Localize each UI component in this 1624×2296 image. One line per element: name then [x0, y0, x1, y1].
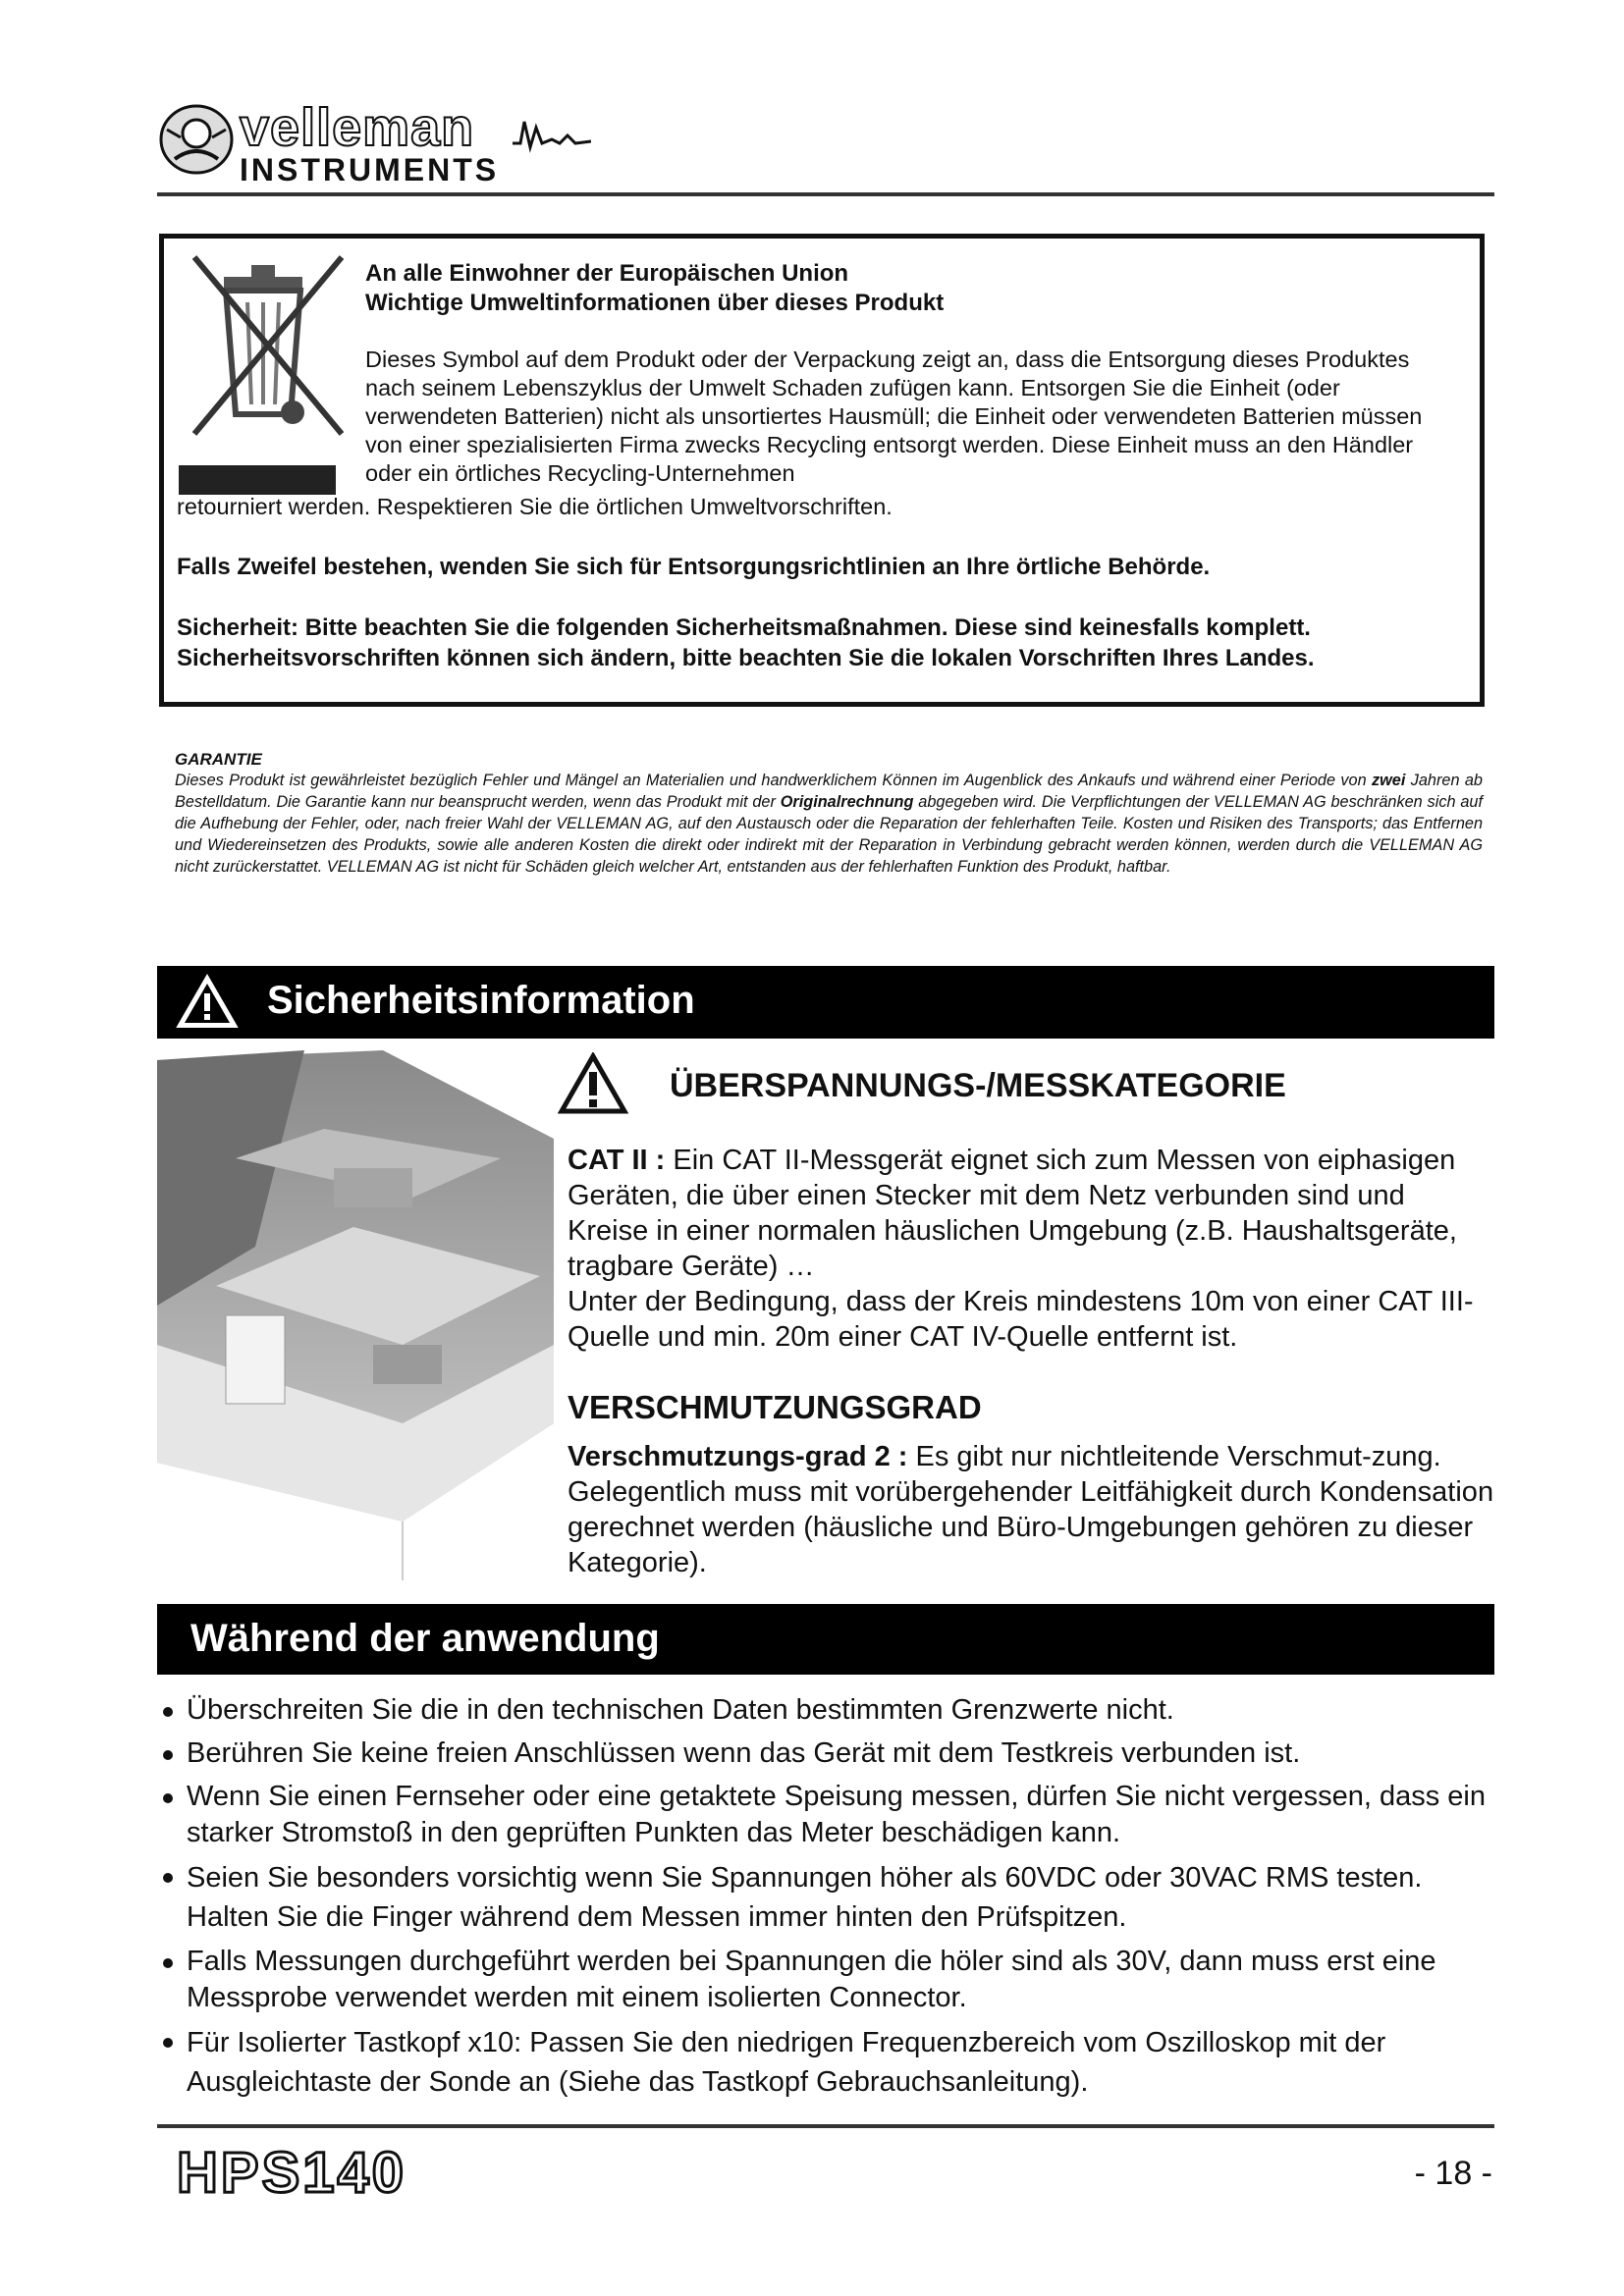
brand-subtitle: INSTRUMENTS	[240, 152, 500, 187]
weee-paragraph: Dieses Symbol auf dem Produkt oder der Verpackung zeigt an, dass die Entsorgung dieses Produktes nach seinem Lebenszyklus der Umwelt Schaden zufügen kann. Entsorgen Sie die Einheit (oder verwendeten Batterien) nicht als unsortiertes Hausmüll; die Einheit oder verwendeten Batterien müssen von einer spezialisierten Firma zwecks Recycling entsorgt werden. Diese Einheit muss an den Händler oder ein örtliches Recycling-Unternehmen	[365, 347, 1423, 486]
crossed-out-bin-icon	[175, 247, 352, 503]
list-item: Falls Messungen durchgeführt werden bei Spannungen die höler sind als 30V, dann muss erst eine Messprobe verwendet werden mit einem isolierten Connector.	[157, 1944, 1502, 2016]
safety-notice-line1: Sicherheit: Bitte beachten Sie die folgenden Sicherheitsmaßnahmen. Diese sind keinesfalls komplett.	[177, 614, 1311, 641]
section-title-usage: Während der anwendung	[190, 1617, 660, 1660]
page-number: - 18 -	[1414, 2155, 1492, 2192]
weee-title: An alle Einwohner der Europäischen Union	[365, 260, 849, 287]
house-cutaway-illustration	[157, 1050, 554, 1580]
waveform-icon	[513, 114, 591, 153]
warning-icon	[175, 972, 240, 1031]
list-item: Für Isolierter Tastkopf x10: Passen Sie den niedrigen Frequenzbereich vom Oszilloskop mit der Ausgleichtaste der Sonde an (Siehe das Tastkopf Gebrauchsanleitung).	[157, 2023, 1502, 2102]
section-bar-usage	[157, 1604, 1494, 1675]
header-divider	[157, 192, 1494, 196]
footer-divider	[157, 2124, 1494, 2128]
list-item: Seien Sie besonders vorsichtig wenn Sie Spannungen höher als 60VDC oder 30VAC RMS testen. Halten Sie die Finger während dem Messen immer hinten den Prüfspitzen.	[157, 1858, 1502, 1937]
category-text: CAT II : Ein CAT II-Messgerät eignet sich zum Messen von eiphasigen Geräten, die über einen Stecker mit dem Netz verbunden sind und Kreise in einer normalen häuslichen Umgebung (z.B. Haushaltsgeräte, tragbare Geräte) … Unter der Bedingung, dass der Kreis mindestens 10m von einer CAT III-Quelle und min. 20m einer CAT IV-Quelle entfernt ist.	[568, 1145, 1474, 1353]
pollution-heading: VERSCHMUTZUNGSGRAD	[568, 1389, 982, 1425]
safety-notice-line2: Sicherheitsvorschriften können sich ändern, bitte beachten Sie die lokalen Vorschriften Ihres Landes.	[177, 645, 1315, 671]
warning-icon	[558, 1052, 628, 1115]
velleman-logo	[157, 96, 589, 190]
model-logo: HPS140	[177, 2141, 407, 2205]
category-label: CAT II :	[568, 1145, 666, 1176]
garantie-title: GARANTIE	[175, 750, 262, 769]
list-item: Wenn Sie einen Fernseher oder eine getaktete Speisung messen, dürfen Sie nicht vergessen, dass ein starker Stromstoß in den geprüften Punkten das Meter beschädigen kann.	[157, 1779, 1502, 1851]
section-bar-safety	[157, 966, 1494, 1039]
weee-doubt-notice: Falls Zweifel bestehen, wenden Sie sich für Entsorgungsrichtlinien an Ihre örtliche Behörde.	[177, 554, 1211, 580]
brand-name: velleman	[240, 98, 475, 157]
category-heading: ÜBERSPANNUNGS-/MESSKATEGORIE	[670, 1067, 1286, 1104]
list-item: Überschreiten Sie die in den technischen Daten bestimmten Grenzwerte nicht.	[157, 1692, 1502, 1729]
usage-bullet-list	[157, 1692, 1502, 2109]
velleman-emblem-icon	[157, 100, 236, 179]
weee-paragraph-end: retourniert werden. Respektieren Sie die örtlichen Umweltvorschriften.	[177, 494, 893, 519]
weee-subtitle: Wichtige Umweltinformationen über dieses Produkt	[365, 290, 945, 316]
pollution-text: Verschmutzungs-grad 2 : Es gibt nur nichtleitende Verschmut-zung. Gelegentlich muss mit vorübergehender Leitfähigkeit durch Kondensation gerechnet werden (häusliche und Büro-Umgebungen gehören zu dieser Kategorie).	[568, 1441, 1494, 1578]
list-item: Berühren Sie keine freien Anschlüssen wenn das Gerät mit dem Testkreis verbunden ist.	[157, 1735, 1502, 1772]
pollution-label: Verschmutzungs-grad 2 :	[568, 1441, 908, 1472]
section-title-safety: Sicherheitsinformation	[267, 979, 695, 1022]
garantie-text: Dieses Produkt ist gewährleistet bezüglich Fehler und Mängel an Materialien und handwerklichem Können im Augenblick des Ankaufs und während einer Periode von zwei Jahren ab Bestelldatum. Die Garantie kann nur beansprucht werden, wenn das Produkt mit der Originalrechnung abgegeben wird. Die Verpflichtungen der VELLEMAN AG beschränken sich auf die Aufhebung der Fehler, oder, nach freier Wahl der VELLEMAN AG, auf den Austausch oder die Reparation der fehlerhaften Teile. Kosten und Risiken des Transports; das Entfernen und Wiedereinsetzen des Produkts, sowie alle anderen Kosten die direkt oder indirekt mit der Reparation in Verbindung gebracht werden können, werden durch die VELLEMAN AG nicht zurückerstattet. VELLEMAN AG ist nicht für Schäden gleich welcher Art, entstanden aus der fehlerhaften Funktion des Produkt, haftbar.	[175, 772, 1484, 876]
